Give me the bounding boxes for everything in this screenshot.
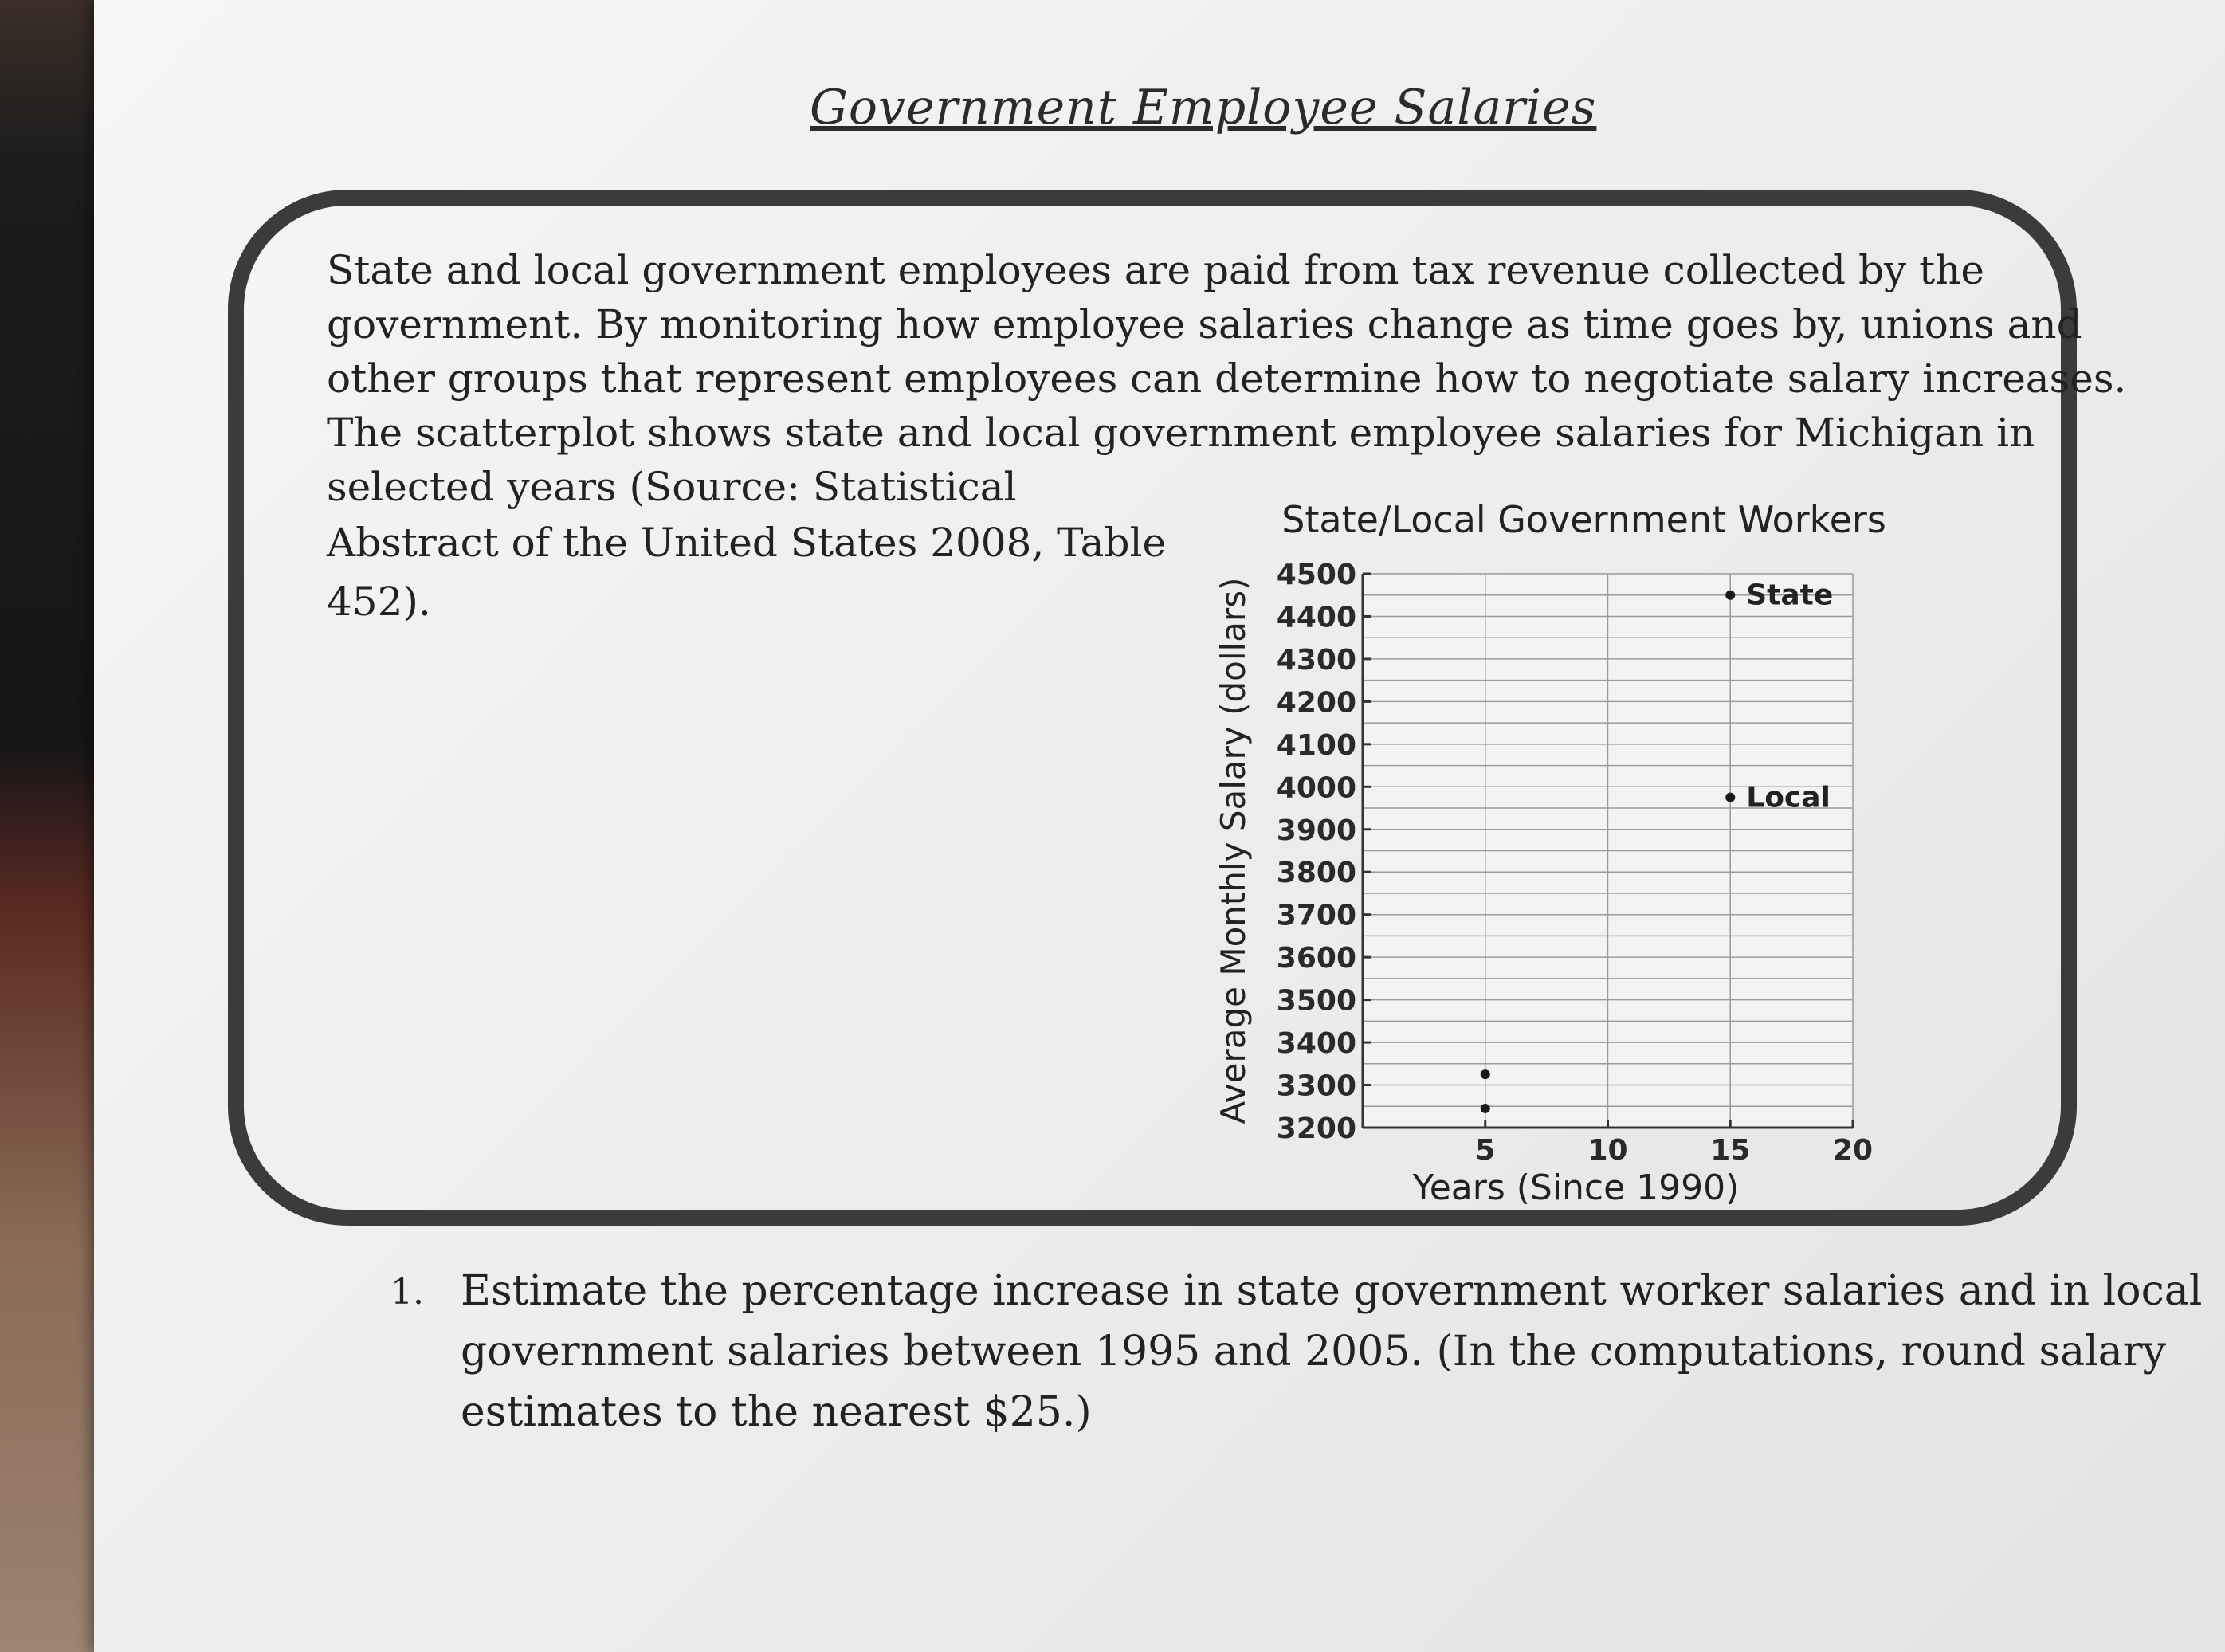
y-tick-label: 3700	[1276, 899, 1356, 932]
local-data-point	[1725, 793, 1735, 802]
state-data-point	[1481, 1069, 1490, 1079]
question-number: 1.	[390, 1272, 424, 1313]
y-tick-label: 3200	[1276, 1112, 1356, 1145]
state-data-point	[1725, 591, 1735, 600]
y-tick-label: 4000	[1276, 771, 1356, 805]
y-tick-label: 4300	[1276, 643, 1356, 677]
y-tick-label: 3600	[1276, 942, 1356, 975]
y-axis-label: Average Monthly Salary (dollars)	[1214, 577, 1253, 1124]
intro-line: Abstract of the United States 2008, Table	[327, 520, 1167, 566]
x-tick-label: 20	[1832, 1134, 1874, 1167]
scatterplot-svg	[1195, 494, 1913, 1211]
intro-line: selected years (Source: Statistical	[327, 464, 1017, 510]
y-tick-label: 4500	[1276, 559, 1356, 591]
state-series-label: State	[1746, 579, 1834, 612]
question-line: government salaries between 1995 and 2005. (In the computations, round salary	[461, 1328, 2167, 1375]
intro-line: government. By monitoring how employee salaries change as time goes by, unions and	[327, 301, 2082, 347]
scatterplot	[1195, 494, 1913, 1211]
intro-line: other groups that represent employees can determine how to negotiate salary increases.	[327, 355, 2127, 402]
y-tick-label: 4200	[1276, 686, 1356, 720]
y-tick-label: 3400	[1276, 1027, 1356, 1061]
question-line: Estimate the percentage increase in state government worker salaries and in local	[461, 1267, 2203, 1315]
intro-line: The scatterplot shows state and local government employee salaries for Michigan in	[327, 410, 2035, 456]
y-tick-label: 3900	[1276, 814, 1356, 847]
chart-title: State/Local Government Workers	[1281, 498, 1886, 541]
page-title: Government Employee Salaries	[810, 80, 1597, 135]
local-series-label: Local	[1746, 781, 1831, 814]
local-data-point	[1481, 1104, 1490, 1113]
x-tick-label: 15	[1710, 1134, 1751, 1167]
x-tick-label: 10	[1587, 1134, 1628, 1167]
y-tick-label: 3800	[1276, 857, 1356, 890]
intro-line: State and local government employees are paid from tax revenue collected by the	[327, 247, 1984, 293]
x-axis-label: Years (Since 1990)	[1412, 1167, 1740, 1208]
y-tick-label: 3500	[1276, 984, 1356, 1018]
y-tick-label: 4400	[1276, 601, 1356, 634]
y-tick-label: 3300	[1276, 1069, 1356, 1103]
y-tick-label: 4100	[1276, 728, 1356, 762]
intro-line: 452).	[327, 579, 431, 625]
question-line: estimates to the nearest $25.)	[461, 1388, 1092, 1436]
x-tick-label: 5	[1475, 1134, 1496, 1167]
